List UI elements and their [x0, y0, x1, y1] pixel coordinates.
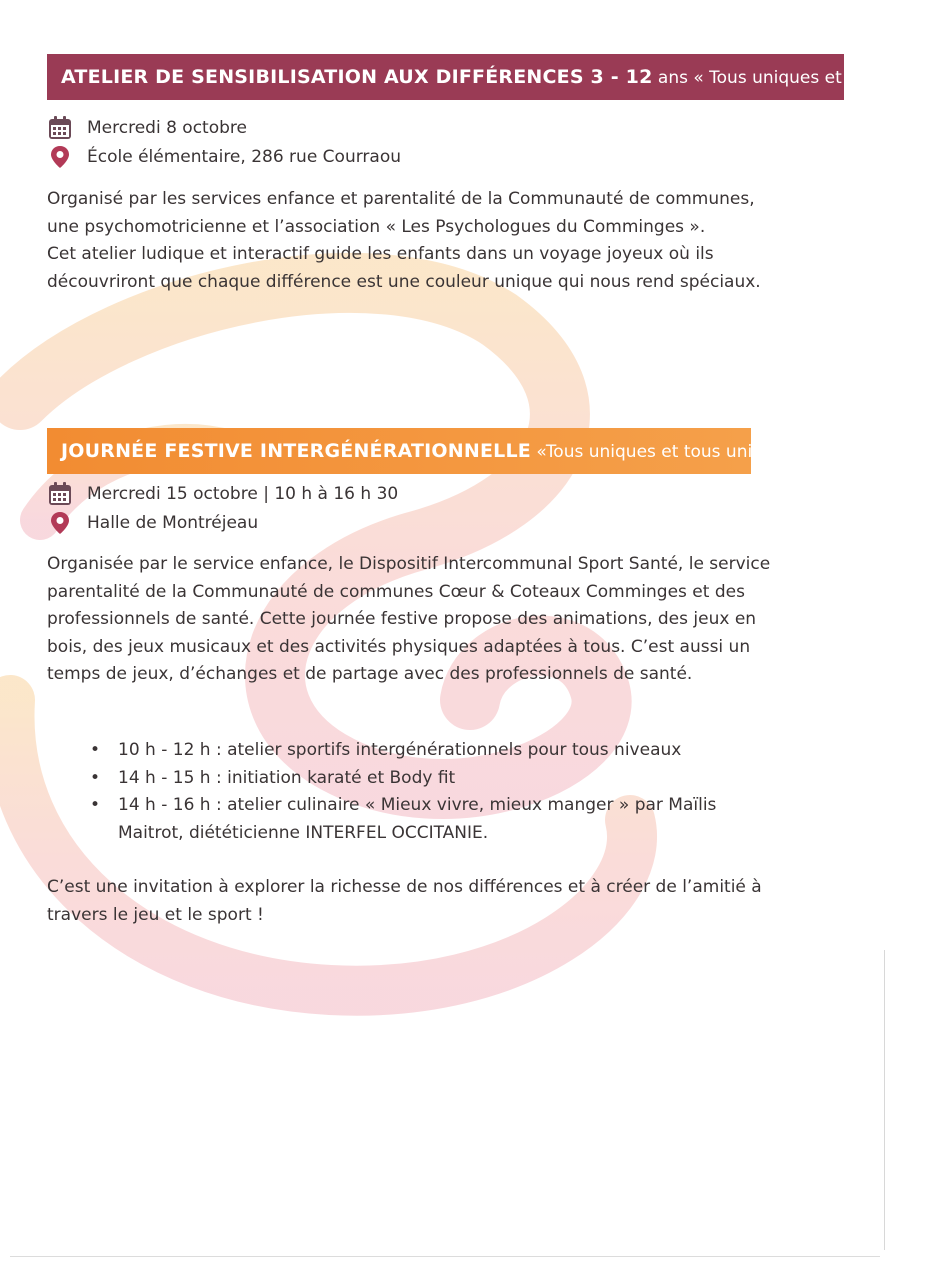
list-item-line: 14 h - 16 h : atelier culinaire « Mieux vivre, mieux manger » par Maïlis: [118, 795, 717, 815]
event-2-description-line: temps de jeux, d’échanges et de partage avec des professionnels de santé.: [47, 664, 693, 684]
event-2-description-line: bois, des jeux musicaux et des activités physiques adaptées à tous. C’est aussi un: [47, 636, 751, 657]
event-2-description-line: professionnels de santé. Cette journée festive propose des animations, des jeux en: [47, 609, 757, 629]
event-2-location: Halle de Montréjeau: [87, 513, 259, 533]
event-2-closing-line: travers le jeu et le sport !: [47, 904, 264, 925]
event-1-date-line: [47, 114, 247, 142]
event-1-description-line: une psychomotricienne et l’association « Les Psychologues du Comminges ».: [47, 216, 706, 237]
event-2-schedule-list: [90, 737, 790, 847]
event-1-description-line: Cet atelier ludique et interactif guide les enfants dans un voyage joyeux où ils: [47, 244, 714, 264]
event-2-date: Mercredi 15 octobre | 10 h à 16 h 30: [87, 484, 399, 504]
list-item: • 10 h - 12 h : atelier sportifs intergénérationnels pour tous niveaux: [90, 737, 790, 765]
event-2-date-line: [47, 480, 398, 508]
scan-edge-bottom: [10, 1256, 880, 1257]
map-pin-icon: [47, 510, 73, 536]
event-1-description-line: découvriront que chaque différence est une couleur unique qui nous rend spéciaux.: [47, 271, 761, 292]
event-2-title-rest: «Tous uniques et tous unis»: [530, 442, 772, 462]
event-1-title-caps: ATELIER DE SENSIBILISATION AUX DIFFÉRENCES 3 - 12: [61, 66, 653, 88]
scan-edge-right: [884, 950, 885, 1250]
list-item: • 14 h - 15 h : initiation karaté et Body fit: [90, 765, 790, 793]
map-pin-icon: [47, 144, 73, 170]
event-1-description-line: Organisé par les services enfance et parentalité de la Communauté de communes,: [47, 189, 755, 209]
event-2-closing-text: [47, 874, 847, 929]
list-item: [90, 792, 790, 847]
event-2-title-banner: [47, 428, 772, 474]
event-2-description-line: parentalité de la Communauté de communes Cœur & Coteaux Comminges et des: [47, 581, 745, 602]
event-2-closing-line: C’est une invitation à explorer la richesse de nos différences et à créer de l’amitié à: [47, 877, 762, 897]
event-2-title-caps: JOURNÉE FESTIVE INTERGÉNÉRATIONNELLE: [61, 440, 531, 462]
event-2-location-line: [47, 509, 258, 537]
calendar-icon: [47, 481, 73, 507]
event-1-date: Mercredi 8 octobre: [87, 118, 247, 138]
event-1-title-rest: ans « Tous uniques et tous unis »: [652, 68, 940, 88]
event-1-title-banner: [47, 54, 940, 100]
event-1-description: [47, 186, 847, 296]
list-item-line: Maitrot, diététicienne INTERFEL OCCITANIE.: [118, 822, 489, 843]
event-2-description: [47, 551, 847, 689]
event-1-location: École élémentaire, 286 rue Courraou: [87, 147, 401, 167]
calendar-icon: [47, 115, 73, 141]
event-1-location-line: [47, 143, 401, 171]
event-2-description-line: Organisée par le service enfance, le Dispositif Intercommunal Sport Santé, le service: [47, 554, 771, 574]
